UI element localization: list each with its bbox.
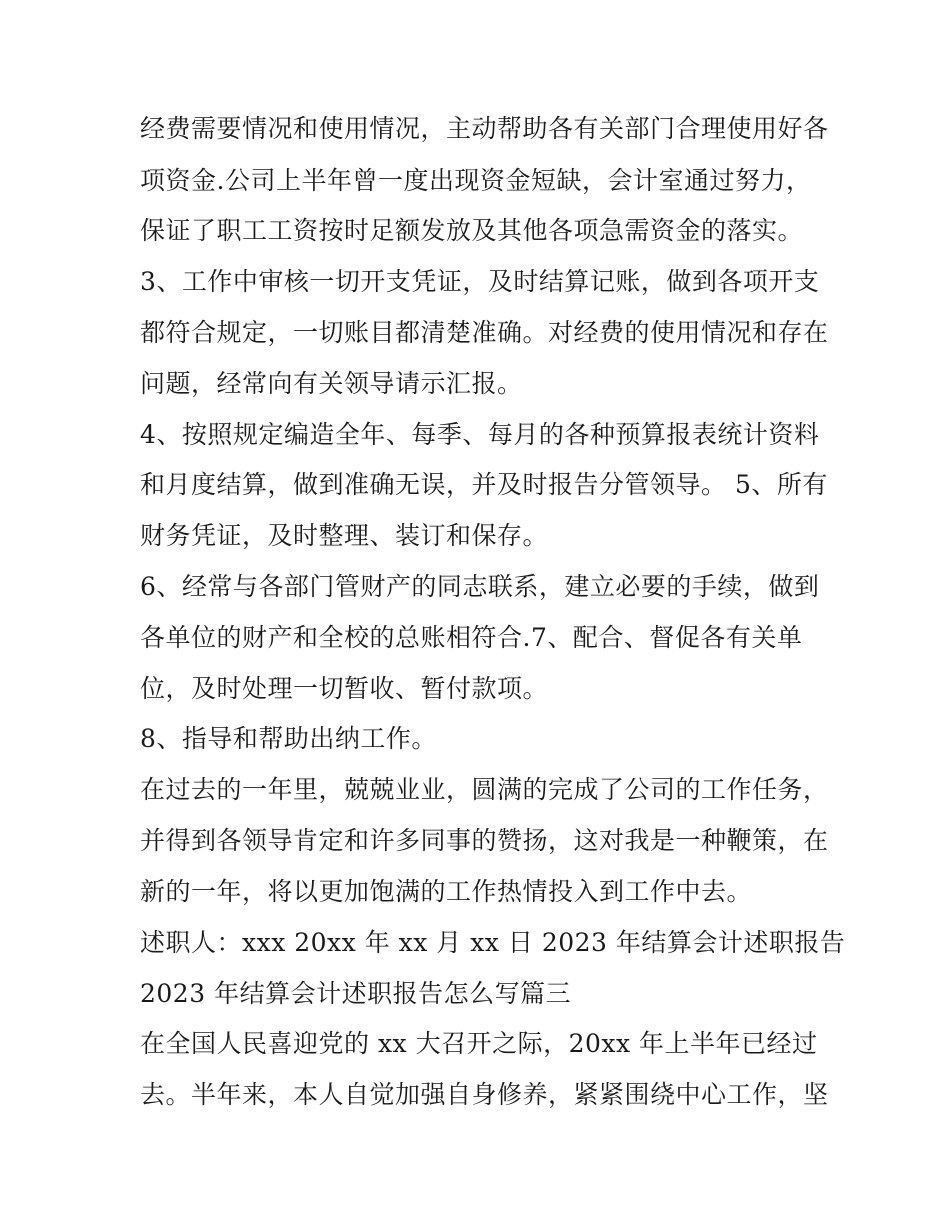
text-line: 3、工作中审核一切开支凭证，及时结算记账，做到各项开支 xyxy=(140,267,820,296)
text-line: 项资金.公司上半年曾一度出现资金短缺，会计室通过努力， xyxy=(140,166,812,195)
text-line: 并得到各领导肯定和许多同事的赞扬，这对我是一种鞭策，在 xyxy=(140,826,829,855)
text-line: 和月度结算，做到准确无误，并及时报告分管领导。 5、所有 xyxy=(140,470,828,499)
text-line: 6、经常与各部门管财产的同志联系，建立必要的手续，做到 xyxy=(140,572,820,601)
text-line: 经费需要情况和使用情况，主动帮助各有关部门合理使用好各 xyxy=(140,114,829,143)
text-line: 新的一年，将以更加饱满的工作热情投入到工作中去。 xyxy=(140,877,753,906)
text-line: 在过去的一年里，兢兢业业，圆满的完成了公司的工作任务， xyxy=(140,775,829,804)
text-line: 财务凭证，及时整理、装订和保存。 xyxy=(140,521,549,550)
text-line: 都符合规定，一切账目都清楚准确。对经费的使用情况和存在 xyxy=(140,318,829,347)
text-line: 2023 年结算会计述职报告怎么写篇三 xyxy=(140,979,572,1008)
text-line: 保证了职工工资按时足额发放及其他各项急需资金的落实。 xyxy=(140,216,804,245)
text-line: 8、指导和帮助出纳工作。 xyxy=(140,724,437,753)
text-line: 去。半年来，本人自觉加强自身修养，紧紧围绕中心工作，坚 xyxy=(140,1080,829,1109)
text-line: 问题，经常向有关领导请示汇报。 xyxy=(140,369,523,398)
text-line: 位，及时处理一切暂收、暂付款项。 xyxy=(140,674,549,703)
text-line: 4、按照规定编造全年、每季、每月的各种预算报表统计资料 xyxy=(140,420,820,449)
text-line: 述职人：xxx 20xx 年 xx 月 xx 日 2023 年结算会计述职报告 xyxy=(140,928,846,957)
text-line: 在全国人民喜迎党的 xx 大召开之际，20xx 年上半年已经过 xyxy=(140,1029,818,1058)
text-line: 各单位的财产和全校的总账相符合.7、配合、督促各有关单 xyxy=(140,623,803,652)
